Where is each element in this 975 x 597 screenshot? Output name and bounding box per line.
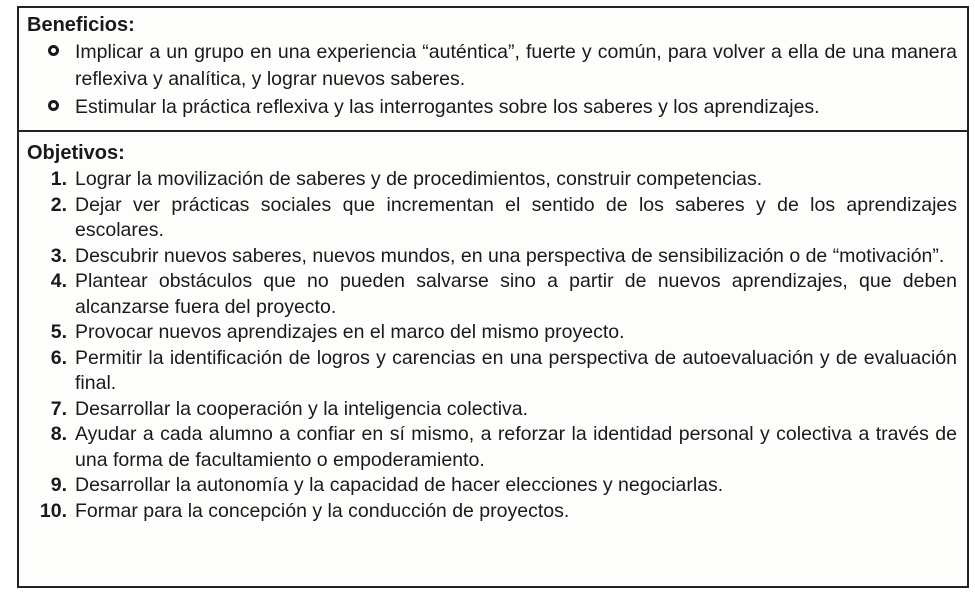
beneficio-item	[27, 39, 957, 93]
objetivo-text: Desarrollar la cooperación y la inteligencia colectiva.	[75, 397, 529, 420]
objetivo-item	[27, 397, 957, 423]
objetivo-item	[27, 422, 957, 473]
objetivo-item	[27, 473, 957, 499]
circle-bullet-icon	[48, 45, 59, 56]
circle-bullet-icon	[48, 100, 59, 111]
objetivos-section	[19, 132, 967, 524]
objetivo-number: 9.	[50, 474, 67, 496]
objetivo-item	[27, 167, 957, 193]
objetivo-number: 7.	[50, 397, 67, 420]
objetivo-number: 5.	[50, 321, 67, 343]
objetivo-text: Provocar nuevos aprendizajes en el marco del mismo proyecto.	[75, 321, 625, 343]
objetivo-item	[27, 193, 957, 244]
objetivo-number: 6.	[50, 346, 67, 369]
objetivo-item	[27, 269, 957, 320]
objetivo-number: 3.	[50, 244, 67, 267]
objetivo-number: 10.	[39, 499, 67, 522]
objetivo-text: Descubrir nuevos saberes, nuevos mundos, en una perspectiva de sensibilización o de “motivación”.	[75, 244, 945, 267]
objetivo-text: Permitir la identificación de logros y carencias en una perspectiva de autoevaluación y de evaluación final.	[75, 346, 957, 394]
objetivo-number: 4.	[50, 270, 67, 292]
objetivo-text: Lograr la movilización de saberes y de procedimientos, construir competencias.	[75, 168, 763, 190]
beneficio-item	[27, 94, 957, 121]
objetivo-item	[27, 499, 957, 525]
objetivo-text: Ayudar a cada alumno a confiar en sí mismo, a reforzar la identidad personal y colectiva a través de una forma de facultamiento o empoderamiento.	[75, 423, 957, 471]
objetivo-text: Formar para la concepción y la conducción de proyectos.	[75, 499, 570, 522]
objetivos-heading: Objetivos:	[27, 142, 125, 164]
objetivo-number: 8.	[50, 423, 67, 445]
objetivo-number: 2.	[50, 193, 67, 216]
objetivo-text: Dejar ver prácticas sociales que incrementan el sentido de los saberes y de los aprendizajes escolares.	[75, 193, 957, 241]
objetivo-item	[27, 244, 957, 270]
beneficio-text: Estimular la práctica reflexiva y las interrogantes sobre los saberes y los aprendizajes.	[75, 96, 820, 118]
objetivo-number: 1.	[50, 168, 67, 190]
objetivo-text: Plantear obstáculos que no pueden salvarse sino a partir de nuevos aprendizajes, que deben alcanzarse fuera del proyecto.	[75, 270, 957, 318]
beneficio-text: Implicar a un grupo en una experiencia “auténtica”, fuerte y común, para volver a ella de una manera reflexiva y analítica, y lograr nuevos saberes.	[75, 41, 957, 90]
objetivo-text: Desarrollar la autonomía y la capacidad de hacer elecciones y negociarlas.	[75, 474, 724, 496]
objetivo-item	[27, 320, 957, 346]
beneficios-section	[19, 8, 967, 132]
document-box	[17, 6, 969, 588]
beneficios-heading: Beneficios:	[27, 14, 135, 36]
objetivo-item	[27, 346, 957, 397]
